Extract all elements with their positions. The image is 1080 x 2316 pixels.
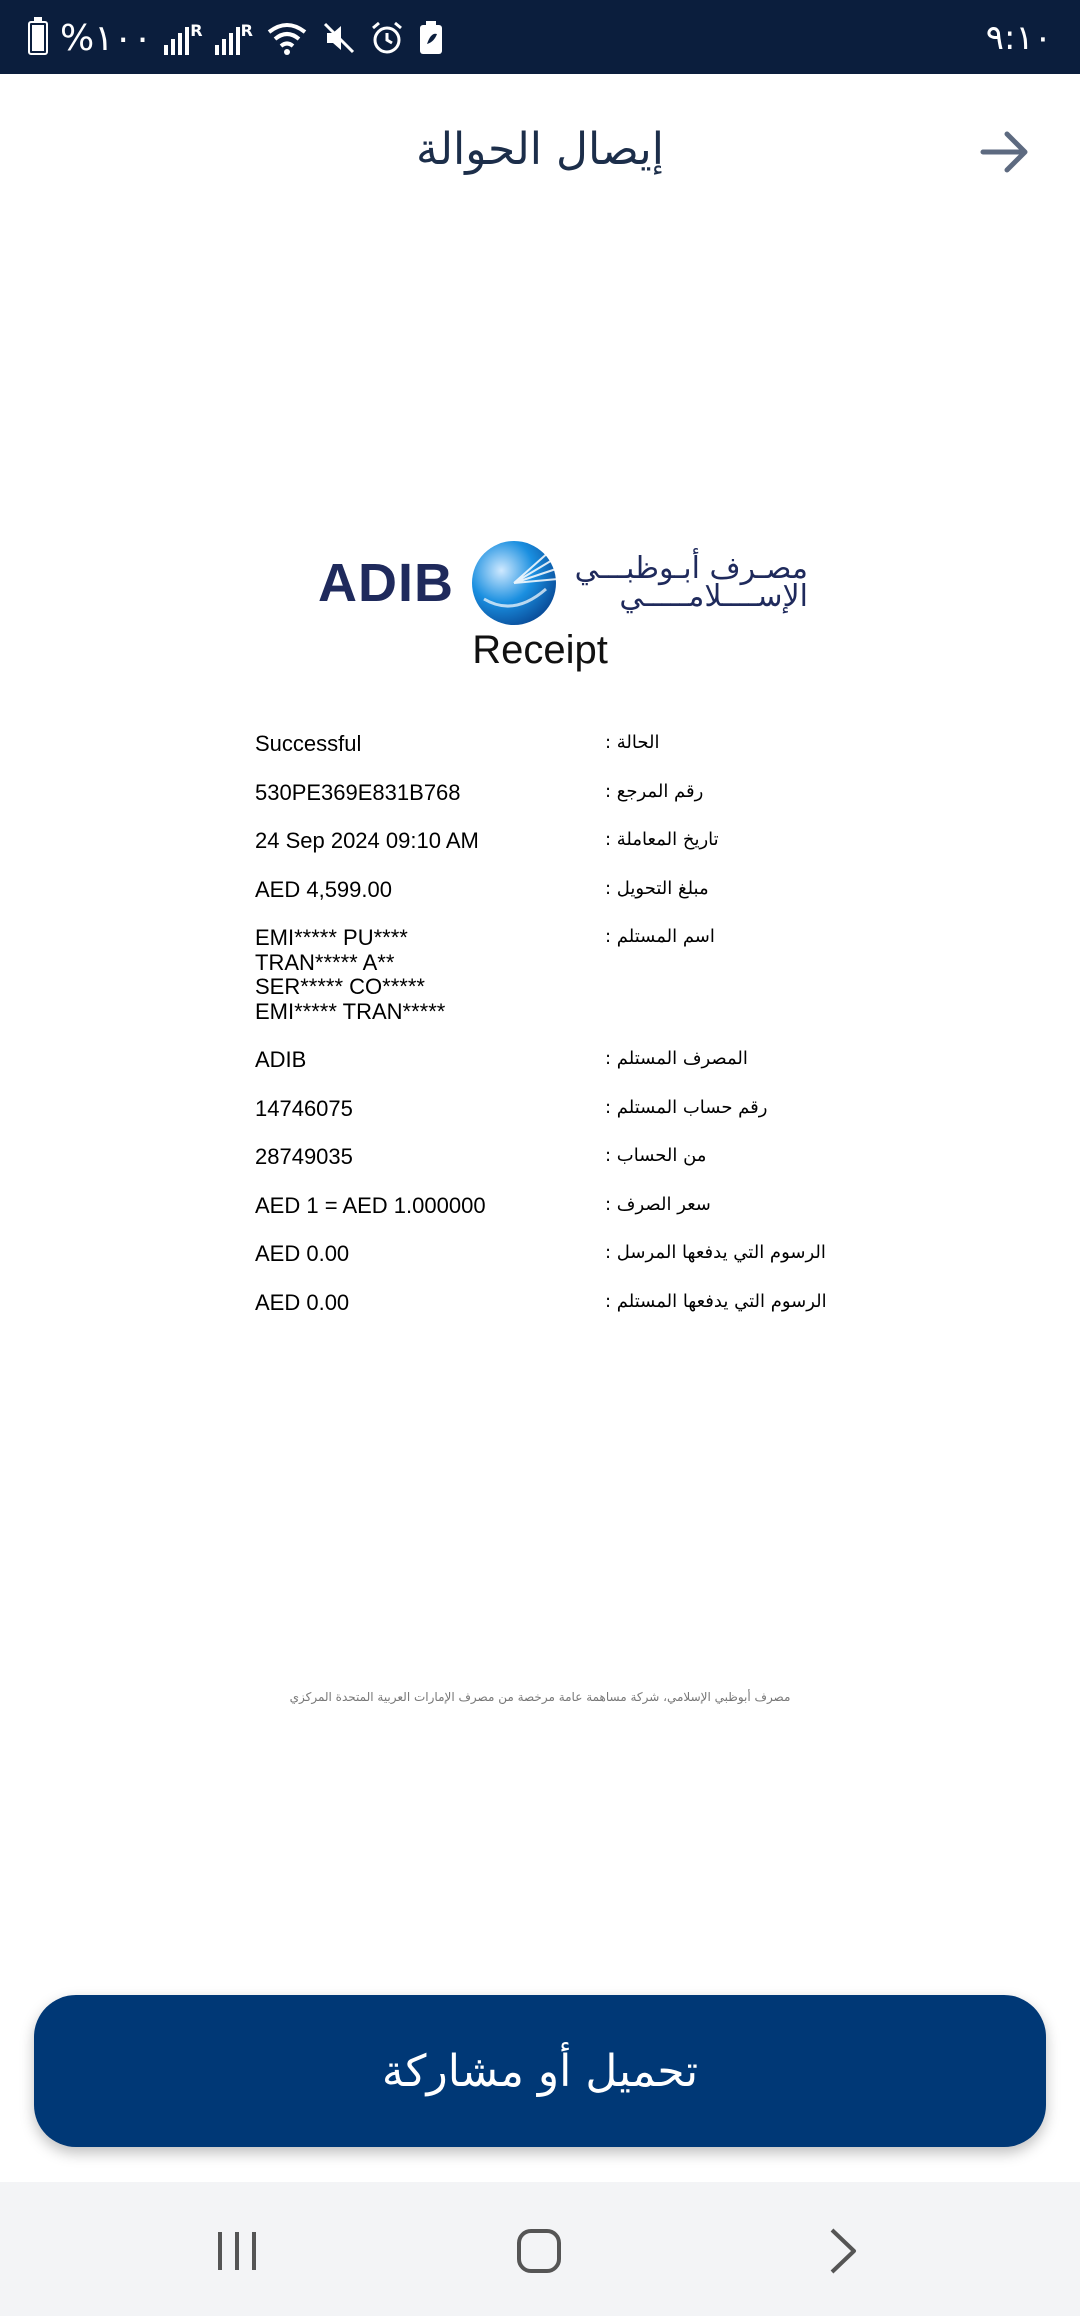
nav-back-button[interactable] [806,2216,876,2286]
beneficiary-account-value: 14746075 [255,1095,353,1121]
reference-label: رقم المرجع : [605,780,704,802]
home-icon [514,2226,564,2276]
sender-fees-label: الرسوم التي يدفعها المرسل : [605,1242,826,1263]
from-account-label: من الحساب : [605,1145,707,1166]
download-share-button[interactable]: تحميل أو مشاركة [34,1995,1046,2147]
status-label: الحالة : [605,732,660,753]
logo-text-ar [574,551,808,614]
arrow-right-icon [979,130,1031,174]
roaming-tag-2: R [240,21,253,40]
transfer-amount-label: مبلغ التحويل : [605,877,709,899]
row-transaction-date [255,829,855,878]
beneficiary-name-line: EMI***** TRAN***** [255,998,446,1024]
logo-text-en: ADIB [318,553,454,613]
beneficiary-name-line: SER***** CO***** [255,974,425,999]
transfer-amount-value: AED 4,599.00 [255,876,392,902]
back-button[interactable] [970,122,1040,182]
clock: ٩:١٠ [985,18,1052,58]
battery-saver-icon [417,20,445,56]
row-beneficiary-fees [255,1291,855,1340]
row-sender-fees [255,1242,855,1291]
beneficiary-name-label: اسم المستلم : [605,926,715,947]
beneficiary-name-line: EMI***** PU**** [255,925,408,950]
battery-icon [28,21,48,55]
row-beneficiary-bank [255,1048,855,1097]
nav-back-icon [816,2226,866,2276]
transaction-date-value: 24 Sep 2024 09:10 AM [255,828,479,853]
roaming-tag: R [190,21,203,40]
recent-apps-icon [212,2226,262,2276]
alarm-icon [369,20,405,56]
from-account-value: 28749035 [255,1144,353,1169]
status-left-group [28,18,445,58]
system-nav-bar [0,2182,1080,2316]
beneficiary-name-value [255,926,445,1024]
app-header [0,74,1080,234]
beneficiary-fees-label: الرسوم التي يدفعها المستلم : [605,1290,827,1312]
receipt-title: Receipt [472,628,608,672]
globe-logo-icon [470,539,558,627]
row-reference [255,781,855,830]
recent-apps-button[interactable] [202,2216,272,2286]
beneficiary-bank-label: المصرف المستلم : [605,1048,748,1069]
home-button[interactable] [504,2216,574,2286]
logo-ar-line1: مصـرف أبـوظبـــي [574,551,808,586]
status-bar [0,0,1080,74]
battery-percent: %١٠٠ [60,17,153,59]
row-from-account [255,1145,855,1194]
signal-2-icon [215,21,253,55]
exchange-rate-value: AED 1 = AED 1.000000 [255,1192,486,1218]
adib-logo [318,538,808,628]
row-status [255,732,855,781]
wifi-icon [265,20,309,56]
receipt-footer-note: مصرف أبوظبي الإسلامي، شركة مساهمة عامة مرخصة من مصرف الإمارات العربية المتحدة المركزي [289,1690,791,1704]
receipt-details [255,732,855,1339]
page-title: إيصال الحوالة [416,124,664,175]
row-beneficiary-name [255,926,855,1048]
sender-fees-value: AED 0.00 [255,1241,350,1266]
row-exchange-rate [255,1194,855,1243]
row-transfer-amount [255,878,855,927]
beneficiary-fees-value: AED 0.00 [255,1289,350,1315]
row-beneficiary-account [255,1097,855,1146]
signal-icon [164,21,202,55]
transaction-date-label: تاريخ المعاملة : [605,829,719,850]
logo-ar-line2: الإســــلامـــــي [619,579,808,614]
beneficiary-bank-value: ADIB [255,1047,307,1072]
beneficiary-account-label: رقم حساب المستلم : [605,1096,768,1118]
reference-value: 530PE369E831B768 [255,779,461,805]
exchange-rate-label: سعر الصرف : [605,1193,711,1215]
beneficiary-name-line: TRAN***** A** [255,949,395,975]
status-value: Successful [255,731,362,756]
mute-icon [321,20,357,56]
